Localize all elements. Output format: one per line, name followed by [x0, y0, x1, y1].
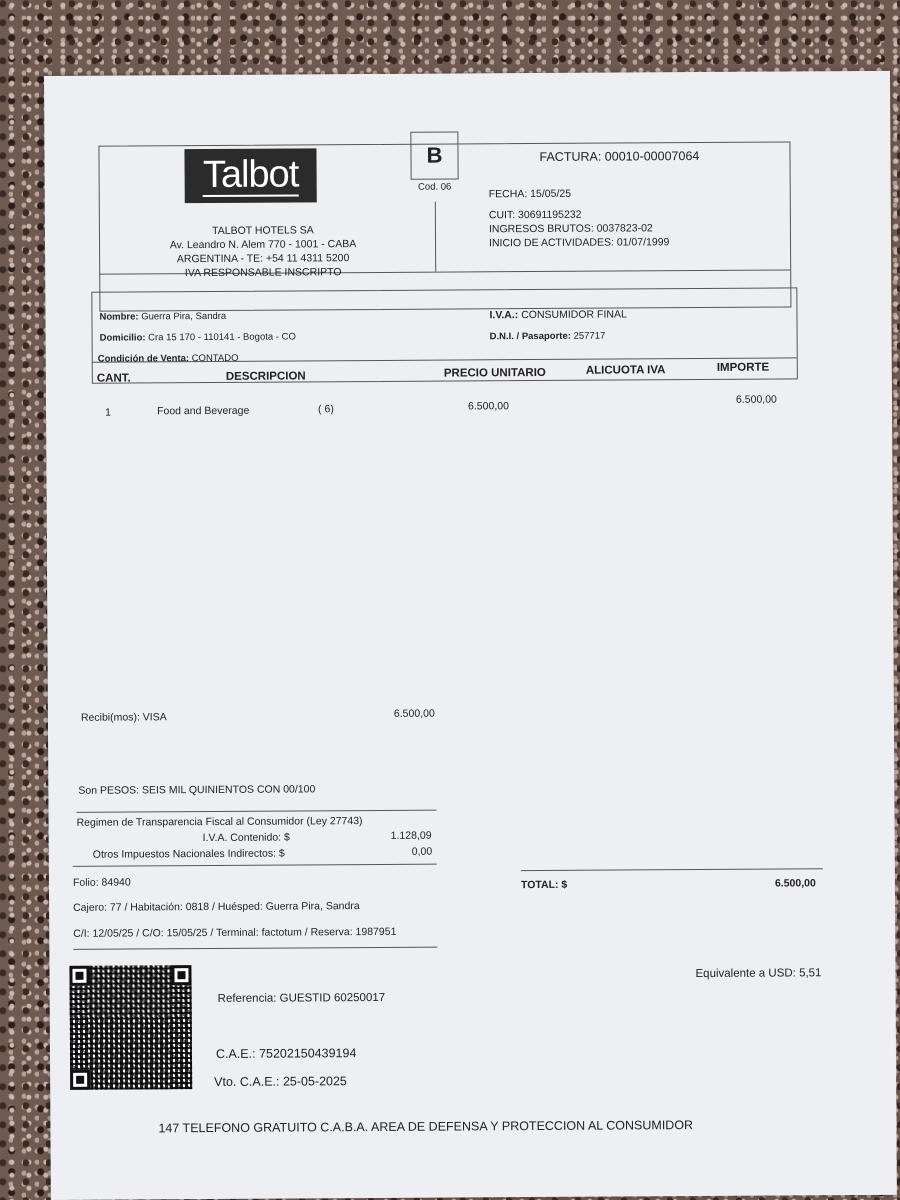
fiscal-regime: Regimen de Transparencia Fiscal al Consumidor (Ley 27743): [76, 815, 363, 829]
reference: Referencia: GUESTID 60250017: [217, 991, 386, 1005]
activity-start: INICIO DE ACTIVIDADES: 01/07/1999: [488, 236, 670, 250]
item-unit-price: 6.500,00: [467, 400, 509, 413]
received-label: Recibi(mos): VISA: [80, 711, 167, 724]
iva-contained-label: I.V.A. Contenido: $: [202, 831, 290, 845]
iva-contained-value: 1.128,09: [390, 829, 432, 842]
fiscal-bottom-rule: [73, 864, 437, 867]
received-amount: 6.500,00: [393, 707, 435, 720]
item-qty: 1: [105, 406, 111, 419]
item-amount: 6.500,00: [735, 393, 777, 406]
consumer-notice: 147 TELEFONO GRATUITO C.A.B.A. AREA DE DEFENSA Y PROTECCION AL CONSUMIDOR: [158, 1118, 694, 1136]
col-header-amount: IMPORTE: [716, 361, 770, 374]
col-header-description: DESCRIPCION: [225, 370, 306, 383]
company-address: Av. Leandro N. Alem 770 - 1001 - CABA: [169, 238, 357, 252]
invoice-letter: B: [410, 131, 458, 179]
qr-code-icon: [69, 965, 192, 1090]
talbot-logo: Talbot: [184, 148, 316, 203]
other-taxes-value: 0,00: [411, 845, 433, 858]
fiscal-top-rule: [76, 810, 436, 813]
cashier-line: Cajero: 77 / Habitación: 0818 / Huésped: Guerra Pira, Sandra: [73, 900, 360, 914]
customer-dni: D.N.I. / Pasaporte: 257717: [489, 330, 606, 343]
col-header-qty: CANT.: [96, 372, 131, 385]
invoice-number: FACTURA: 00010-00007064: [539, 148, 700, 164]
gross-income: INGRESOS BRUTOS: 0037823-02: [488, 222, 653, 236]
folio: Folio: 84940: [72, 876, 131, 889]
total-label: TOTAL: $: [520, 878, 568, 892]
cae-due: Vto. C.A.E.: 25-05-2025: [214, 1074, 347, 1089]
stay-bottom-rule: [73, 947, 437, 950]
amount-in-words: Son PESOS: SEIS MIL QUINIENTOS CON 00/100: [78, 783, 316, 797]
customer-iva: I.V.A.: CONSUMIDOR FINAL: [489, 308, 627, 322]
item-code: ( 6): [318, 403, 334, 416]
company-name: TALBOT HOTELS SA: [212, 224, 314, 237]
company-phone: ARGENTINA - TE: +54 11 4311 5200: [176, 252, 350, 266]
invoice-paper: [44, 71, 897, 1200]
company-tax-status: IVA RESPONSABLE INSCRIPTO: [184, 266, 342, 280]
cuit: CUIT: 30691195232: [488, 208, 582, 222]
cae: C.A.E.: 75202150439194: [215, 1046, 357, 1061]
invoice-date: FECHA: 15/05/25: [488, 187, 572, 201]
customer-name: Nombre: Guerra Pira, Sandra: [99, 310, 227, 323]
total-rule: [521, 868, 823, 871]
customer-address: Domicilio: Cra 15 170 - 110141 - Bogota - CO: [99, 331, 296, 344]
usd-equivalent: Equivalente a USD: 5,51: [695, 967, 822, 981]
sale-condition: Condición de Venta: CONTADO: [97, 352, 239, 365]
item-description: Food and Beverage: [157, 404, 250, 418]
invoice-code: Cod. 06: [418, 181, 452, 193]
other-taxes-label: Otros Impuestos Nacionales Indirectos: $: [92, 847, 285, 861]
checkin-line: C/I: 12/05/25 / C/O: 15/05/25 / Terminal: factotum / Reserva: 1987951: [73, 925, 397, 940]
col-header-unit-price: PRECIO UNITARIO: [443, 366, 546, 380]
col-header-iva-rate: ALICUOTA IVA: [585, 364, 666, 377]
total-value: 6.500,00: [774, 877, 816, 890]
